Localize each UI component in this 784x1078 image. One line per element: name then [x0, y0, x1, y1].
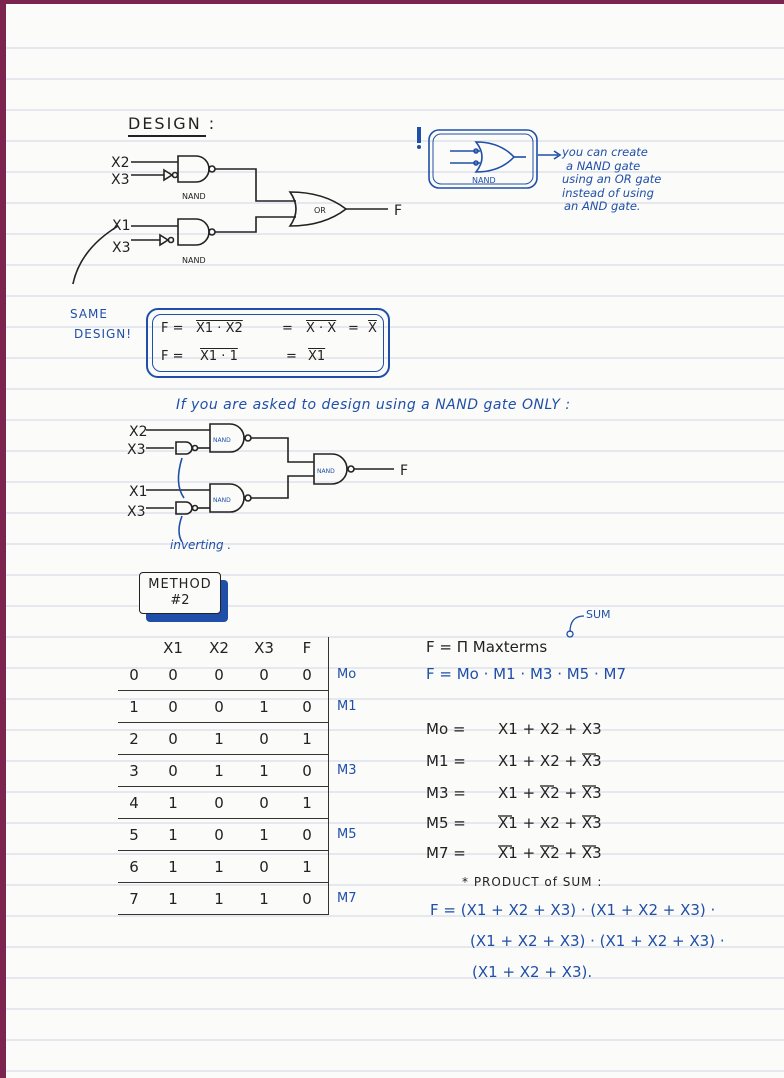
- table-row: [118, 755, 369, 787]
- tt-header-index: [118, 637, 150, 659]
- row-index: 1: [118, 691, 150, 723]
- note-line-1: you can create: [562, 145, 648, 159]
- table-row: [118, 819, 369, 851]
- design-circuit: [6, 4, 784, 284]
- nand-input-x3a: X3: [127, 442, 146, 458]
- nand-gate-label-1: NAND: [213, 437, 231, 444]
- row-index: 0: [118, 659, 150, 691]
- note-nand-label: NAND: [472, 176, 496, 185]
- nand-output: F: [400, 463, 409, 479]
- cell-x1: 1: [150, 851, 196, 883]
- cell-x2: 1: [196, 883, 242, 915]
- row-index: 2: [118, 723, 150, 755]
- note-line-4: instead of using: [562, 185, 654, 200]
- cell-x3: 0: [242, 851, 286, 883]
- table-row: [118, 787, 369, 819]
- eq1-b: X · X: [306, 321, 337, 336]
- sum-note: SUM: [586, 608, 611, 621]
- sum-arrow: [562, 612, 592, 640]
- term-0-name: Mo =: [426, 720, 466, 738]
- term-0-expr: X1 + X2 + X3: [498, 720, 602, 738]
- cell-x3: 1: [242, 755, 286, 787]
- table-row: [118, 659, 369, 691]
- maxterm-line-2: F = Mo · M1 · M3 · M5 · M7: [426, 665, 627, 683]
- truth-table: [118, 637, 369, 915]
- nand-only-circuit: [6, 404, 784, 564]
- method-line-1: METHOD: [148, 577, 212, 592]
- pos-line-2: (X1 + X2 + X3) · (X1 + X2 + X3) ·: [470, 932, 725, 950]
- table-row: [118, 851, 369, 883]
- table-row: [118, 723, 369, 755]
- cell-f: 0: [286, 883, 329, 915]
- nand-only-sentence: If you are asked to design using a NAND gate ONLY :: [176, 397, 571, 413]
- cell-x2: 0: [196, 691, 242, 723]
- pos-title: * PRODUCT of SUM :: [462, 875, 603, 889]
- eq1-eq1: =: [282, 321, 293, 336]
- design-input-x3a: X3: [111, 172, 130, 188]
- nand-label-top: NAND: [182, 192, 206, 201]
- cell-x2: 1: [196, 851, 242, 883]
- eq2-eq1: =: [286, 349, 297, 364]
- term-1-name: M1 =: [426, 752, 466, 770]
- eq2-a: X1 · 1: [200, 349, 238, 364]
- term-4-expr: X1 + X2 + X3: [498, 844, 602, 862]
- tt-header-x3: X3: [254, 639, 274, 657]
- cell-x3: 1: [242, 883, 286, 915]
- pos-line-1: F = (X1 + X2 + X3) · (X1 + X2 + X3) ·: [430, 901, 716, 919]
- term-2-name: M3 =: [426, 784, 466, 802]
- cell-x2: 0: [196, 819, 242, 851]
- design-heading: DESIGN :: [128, 114, 217, 133]
- cell-f: 1: [286, 851, 329, 883]
- cell-maxterm: [329, 851, 370, 883]
- nand-gate-label-3: NAND: [317, 468, 335, 475]
- design-input-x3b: X3: [112, 240, 131, 256]
- cell-f: 0: [286, 659, 329, 691]
- maxterm-line-1: F = Π Maxterms: [426, 638, 548, 656]
- cell-x1: 0: [150, 691, 196, 723]
- cell-maxterm: M1: [337, 699, 357, 714]
- eq1-a: X1 · X2: [196, 321, 243, 336]
- cell-x2: 0: [196, 659, 242, 691]
- cell-maxterm: Mo: [337, 667, 357, 683]
- tt-header-x2: X2: [209, 639, 229, 657]
- cell-x2: 0: [196, 787, 242, 819]
- or-label: OR: [314, 206, 326, 215]
- cell-x2: 1: [196, 723, 242, 755]
- cell-x3: 1: [242, 691, 286, 723]
- cell-f: 0: [286, 691, 329, 723]
- nand-gate-label-2: NAND: [213, 497, 231, 504]
- cell-x1: 0: [150, 723, 196, 755]
- nand-input-x2: X2: [129, 424, 148, 440]
- cell-x3: 0: [242, 787, 286, 819]
- design-input-x1: X1: [112, 218, 131, 234]
- inverting-note: inverting .: [170, 538, 232, 552]
- row-index: 4: [118, 787, 150, 819]
- exclaim-icon: [417, 127, 421, 143]
- cell-f: 0: [286, 819, 329, 851]
- cell-maxterm: [329, 787, 370, 819]
- term-4-name: M7 =: [426, 844, 466, 862]
- row-index: 3: [118, 755, 150, 787]
- cell-maxterm: [329, 723, 370, 755]
- term-3-expr: X1 + X2 + X3: [498, 814, 602, 832]
- note-text: [562, 146, 661, 214]
- term-3-name: M5 =: [426, 814, 466, 832]
- cell-x3: 1: [242, 819, 286, 851]
- tt-header-x1: X1: [163, 639, 183, 657]
- design-output: F: [394, 203, 403, 219]
- note-line-5: an AND gate.: [564, 199, 641, 213]
- pos-line-3: (X1 + X2 + X3).: [472, 963, 593, 981]
- table-row: [118, 691, 369, 723]
- term-1-expr: X1 + X2 + X3: [498, 752, 602, 770]
- cell-maxterm: M3: [337, 763, 357, 778]
- tt-header-f: F: [286, 637, 329, 659]
- cell-x2: 1: [196, 755, 242, 787]
- notebook-page: [6, 4, 784, 1078]
- cell-maxterm: M5: [337, 827, 357, 842]
- nand-input-x1: X1: [129, 484, 148, 500]
- method-line-2: #2: [170, 593, 190, 608]
- row-index: 5: [118, 819, 150, 851]
- eq1-c: $\overline{X}$: [368, 321, 377, 336]
- tt-header-maxterm: [329, 637, 370, 659]
- cell-f: 0: [286, 755, 329, 787]
- note-line-2: a NAND gate: [566, 158, 641, 173]
- same-design-line-2: DESIGN!: [74, 327, 133, 341]
- cell-x1: 1: [150, 787, 196, 819]
- row-index: 7: [118, 883, 150, 915]
- table-row: [118, 883, 369, 915]
- cell-x3: 0: [242, 659, 286, 691]
- nand-input-x3b: X3: [127, 504, 146, 520]
- cell-x1: 0: [150, 659, 196, 691]
- cell-x1: 1: [150, 883, 196, 915]
- design-input-x2: X2: [111, 155, 130, 171]
- note-line-3: using an OR gate: [562, 172, 662, 186]
- cell-f: 1: [286, 787, 329, 819]
- cell-x1: 1: [150, 819, 196, 851]
- eq1-eq2: =: [348, 321, 359, 336]
- cell-x3: 0: [242, 723, 286, 755]
- row-index: 6: [118, 851, 150, 883]
- eq1-lhs: F =: [161, 321, 184, 336]
- cell-f: 1: [286, 723, 329, 755]
- term-2-expr: X1 + X2 + X3: [498, 784, 602, 802]
- cell-maxterm: M7: [337, 891, 357, 906]
- method-box: [139, 572, 221, 614]
- eq2-b: X1: [308, 349, 326, 364]
- eq2-lhs: F =: [161, 349, 184, 364]
- cell-x1: 0: [150, 755, 196, 787]
- nand-label-bottom: NAND: [182, 256, 206, 265]
- equation-box: [146, 308, 390, 378]
- same-design-line-1: SAME: [70, 307, 108, 321]
